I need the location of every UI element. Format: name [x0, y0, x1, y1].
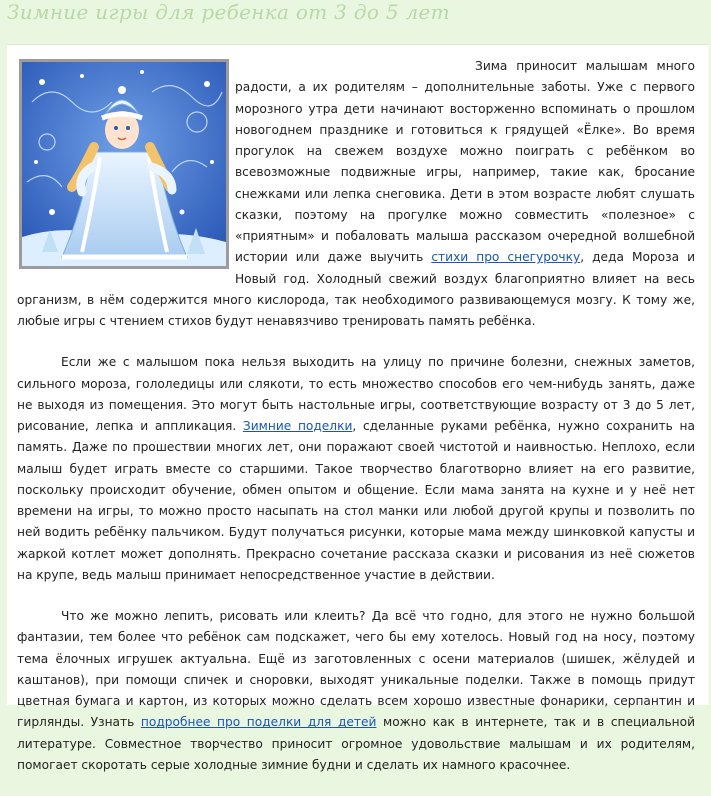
article-body	[17, 56, 695, 796]
page-title: Зимние игры для ребенка от 3 до 5 лет	[7, 0, 450, 24]
link-crafts-for-kids[interactable]: подробнее про поделки для детей	[140, 715, 377, 730]
link-snow-maiden-poems[interactable]: стихи про снегурочку	[431, 250, 581, 265]
paragraph-1	[17, 56, 695, 332]
paragraph-3-text-b: можно как в интернете, так и в специальной литературе. Совместное творчество приносит огромное удовольствие малышам и их родителям, помогает скоротать серые холодные зимние будни и сделать их намного красочнее.	[17, 715, 696, 772]
link-winter-crafts[interactable]: Зимние поделки	[242, 419, 353, 433]
paragraph-2-text-a: Если же с малышом пока нельзя выходить на улицу по причине болезни, снежных заметов, сильного мороза, гололедицы или слякоти, то есть множество способов его чем-нибудь занять, даже не выходя из помещения. Это могут быть настольные игры, соответствующие возрасту от 3 до 5 лет, рисование, лепка и аппликация.	[17, 355, 695, 433]
paragraph-1-text-b: , деда Мороза и Новый год. Холодный свежий воздух благоприятно влияет на весь организм, в нём содержится много кислорода, так необходимого развивающемуся мозгу. К тому же, любые игры с чтением стихов будут ненавязчиво тренировать память ребёнка.	[17, 250, 696, 328]
paragraph-3	[17, 606, 695, 776]
article-card	[7, 44, 709, 772]
paragraph-2-text-b: , сделанные руками ребёнка, нужно сохранить на память. Даже по прошествии многих лет, они поражают своей чистотой и наивностью. Неплохо, если малыш будет играть вместе со старшими. Такое творчество благотворно влияет на его развитие, поскольку происходит обучение, обмен опытом и общение. Если мама занята на кухне и у неё нет времени на игры, то можно просто насыпать на стол манки или любой другой крупы и позволить по ней водить ребёнку пальчиком. Будут получаться рисунки, которые мама между шинковкой капусты и жаркой котлет может дополнять. Прекрасно сочетание рассказа сказки и рисования из неё сюжетов на крупе, ведь малыш принимает непосредственное участие в действии.	[17, 419, 695, 582]
snow-maiden-illustration	[19, 59, 229, 269]
paragraph-3-text-a: Что же можно лепить, рисовать или клеить? Да всё что годно, для этого не нужно большой фантазии, тем более что ребёнок сам подскажет, чего бы ему хотелось. Новый год на носу, поэтому тема ёлочных игрушек актуальна. Ещё из заготовленных с осени материалов (шишек, жёлудей и каштанов), при помощи спичек и сноровки, выходят уникальные поделки. Также в помощь придут цветная бумага и картон, из которых можно сделать всем хорошо известные фонарики, серпантин и гирлянды. Узнать	[17, 609, 695, 730]
paragraph-2	[17, 352, 695, 586]
paragraph-1-text-a: Зима приносит малышам много радости, а их родителям – дополнительные заботы. Уже с первого морозного утра дети начинают восторженно вспоминать о прошлом новогоднем празднике и готовиться к грядущей «Ёлке». Во время прогулок на свежем воздухе можно поиграть с ребёнком во всевозможные подвижные игры, например, такие как, бросание снежками или лепка снеговика. Дети в этом возрасте любят слушать сказки, поэтому на прогулке можно совместить «полезное» с «приятным» и побаловать малыша рассказом очередной волшебной истории или даже выучить	[235, 59, 695, 265]
